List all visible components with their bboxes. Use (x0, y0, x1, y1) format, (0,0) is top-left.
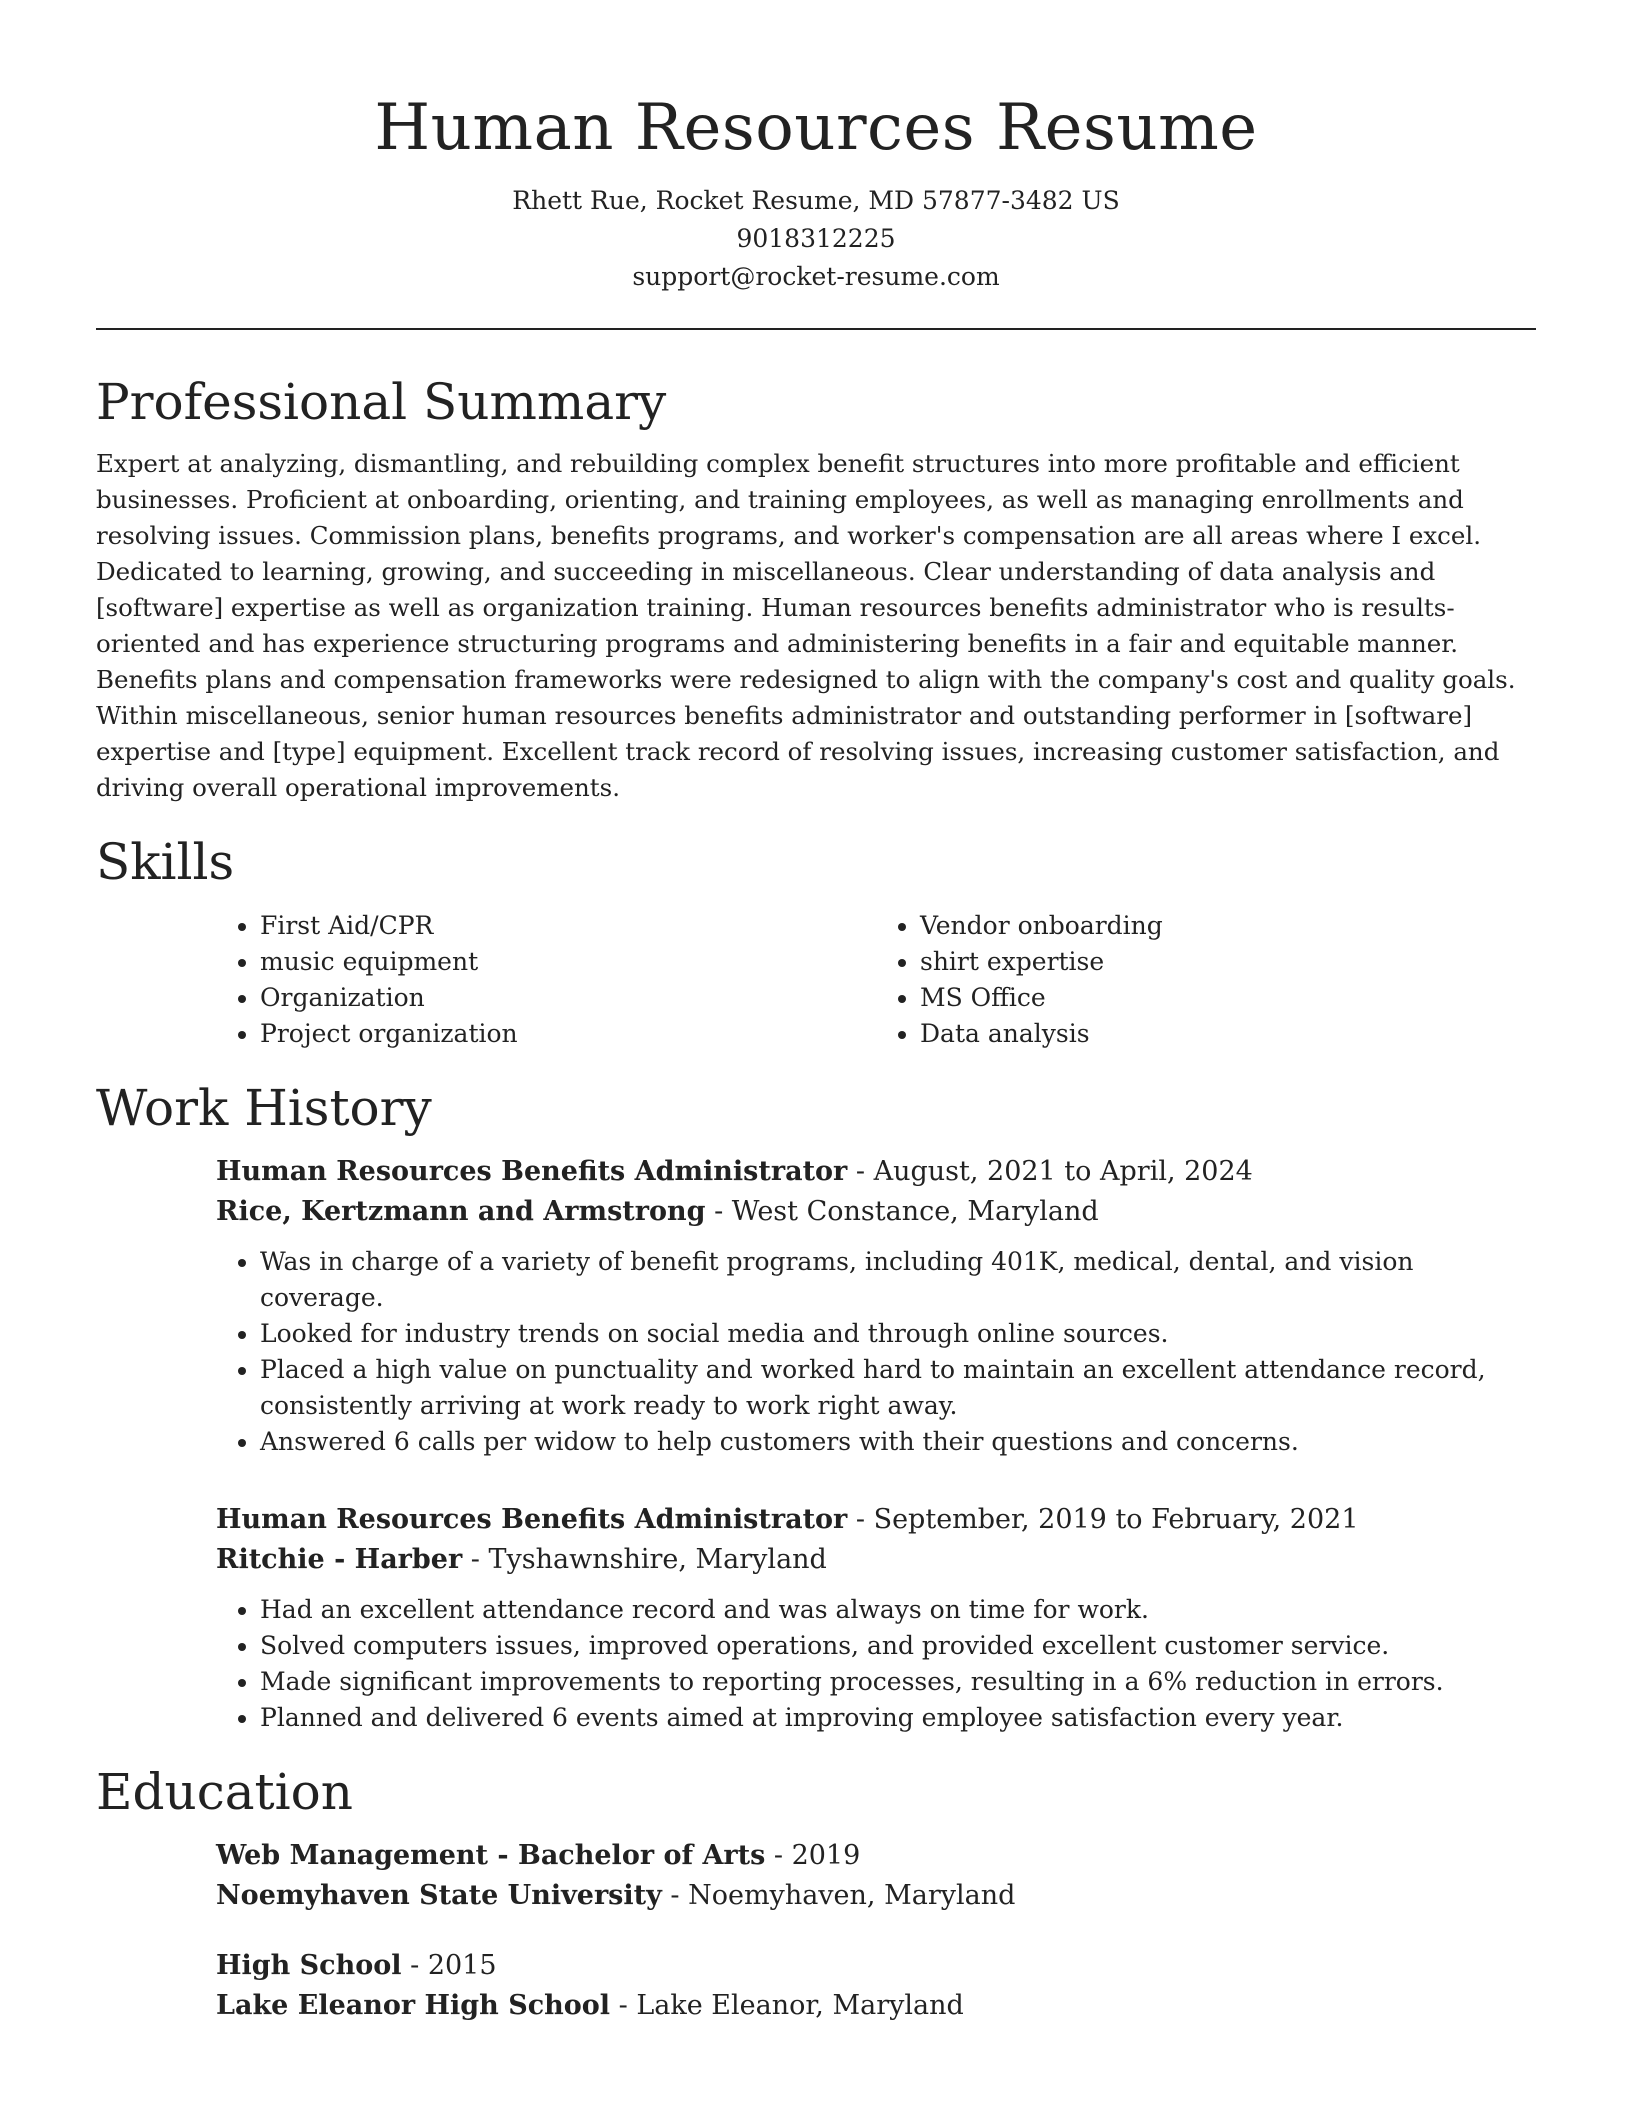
summary-section (96, 370, 1536, 806)
job-title: Human Resources Benefits Administrator (216, 1504, 848, 1535)
job-bullet: • Looked for industry trends on social media and through online sources. (260, 1316, 1536, 1352)
job-bullet: • Had an excellent attendance record and was always on time for work. (260, 1592, 1536, 1628)
skill-item: • Organization (260, 980, 876, 1016)
resume-title: Human Resources Resume (374, 91, 1258, 165)
summary-heading: Professional Summary (96, 373, 667, 431)
job-location: - Tyshawnshire, Maryland (462, 1544, 827, 1575)
job-bullets (216, 1592, 1536, 1736)
education-year: - 2015 (401, 1950, 497, 1981)
skill-item: • MS Office (920, 980, 1536, 1016)
skill-item: • Vendor onboarding (920, 908, 1536, 944)
contact-email: support@rocket-resume.com (632, 262, 1000, 291)
work-history-heading: Work History (96, 1079, 432, 1137)
skills-heading: Skills (96, 833, 235, 891)
header-divider (96, 328, 1536, 330)
contact-phone: 9018312225 (736, 224, 896, 253)
education-school: Lake Eleanor High School (216, 1990, 611, 2021)
skills-grid (216, 908, 1536, 1052)
job-company-line (216, 1192, 1536, 1232)
work-history-section (96, 1076, 1536, 1736)
skill-item: • music equipment (260, 944, 876, 980)
education-degree-line (216, 1946, 1536, 1986)
job-title: Human Resources Benefits Administrator (216, 1156, 848, 1187)
skill-item: • First Aid/CPR (260, 908, 876, 944)
job-entry (216, 1152, 1536, 1460)
resume-header (96, 0, 1536, 330)
skill-item: • Project organization (260, 1016, 876, 1052)
education-year: - 2019 (765, 1840, 861, 1871)
education-section (96, 1760, 1536, 2026)
education-school-line (216, 1876, 1536, 1916)
job-company: Ritchie - Harber (216, 1544, 463, 1575)
job-bullet: • Placed a high value on punctuality and worked hard to maintain an excellent attendance record, consistently arriving at work ready to work right away. (260, 1352, 1536, 1424)
education-entry (216, 1946, 1536, 2026)
education-location: - Noemyhaven, Maryland (661, 1880, 1016, 1911)
education-heading: Education (96, 1763, 353, 1821)
job-dates: - August, 2021 to April, 2024 (847, 1156, 1253, 1187)
education-entry (216, 1836, 1536, 1916)
contact-address: Rhett Rue, Rocket Resume, MD 57877-3482 US (512, 186, 1120, 215)
education-degree: High School (216, 1950, 402, 1981)
skills-list-left (216, 908, 876, 1052)
education-school-line (216, 1986, 1536, 2026)
education-degree-line (216, 1836, 1536, 1876)
education-degree: Web Management - Bachelor of Arts (216, 1840, 766, 1871)
skills-section (96, 830, 1536, 1052)
job-title-line (216, 1152, 1536, 1192)
job-bullet: • Was in charge of a variety of benefit programs, including 401K, medical, dental, and vision coverage. (260, 1244, 1536, 1316)
skill-item: • Data analysis (920, 1016, 1536, 1052)
job-bullets (216, 1244, 1536, 1460)
job-bullet: • Made significant improvements to reporting processes, resulting in a 6% reduction in errors. (260, 1664, 1536, 1700)
education-school: Noemyhaven State University (216, 1880, 662, 1911)
job-entry (216, 1500, 1536, 1736)
job-dates: - September, 2019 to February, 2021 (847, 1504, 1359, 1535)
skill-item: • shirt expertise (920, 944, 1536, 980)
job-company-line (216, 1540, 1536, 1580)
job-location: - West Constance, Maryland (705, 1196, 1099, 1227)
job-company: Rice, Kertzmann and Armstrong (216, 1196, 706, 1227)
job-title-line (216, 1500, 1536, 1540)
job-bullet: • Answered 6 calls per widow to help customers with their questions and concerns. (260, 1424, 1536, 1460)
job-bullet: • Planned and delivered 6 events aimed at improving employee satisfaction every year. (260, 1700, 1536, 1736)
skills-list-right (876, 908, 1536, 1052)
education-location: - Lake Eleanor, Maryland (610, 1990, 964, 2021)
job-bullet: • Solved computers issues, improved operations, and provided excellent customer service. (260, 1628, 1536, 1664)
contact-block (96, 182, 1536, 296)
summary-text: Expert at analyzing, dismantling, and rebuilding complex benefit structures into more profitable and efficient businesses. Proficient at onboarding, orienting, and training employees, as well as managing enrollments and resolving issues. Commission plans, benefits programs, and worker's compensation are all areas where I excel. Dedicated to learning, growing, and succeeding in miscellaneous. Clear understanding of data analysis and [software] expertise as well as organization training. Human resources benefits administrator who is results-oriented and has experience structuring programs and administering benefits in a fair and equitable manner. Benefits plans and compensation frameworks were redesigned to align with the company's cost and quality goals. Within miscellaneous, senior human resources benefits administrator and outstanding performer in [software] expertise and [type] equipment. Excellent track record of resolving issues, increasing customer satisfaction, and driving overall operational improvements. (96, 449, 1516, 802)
